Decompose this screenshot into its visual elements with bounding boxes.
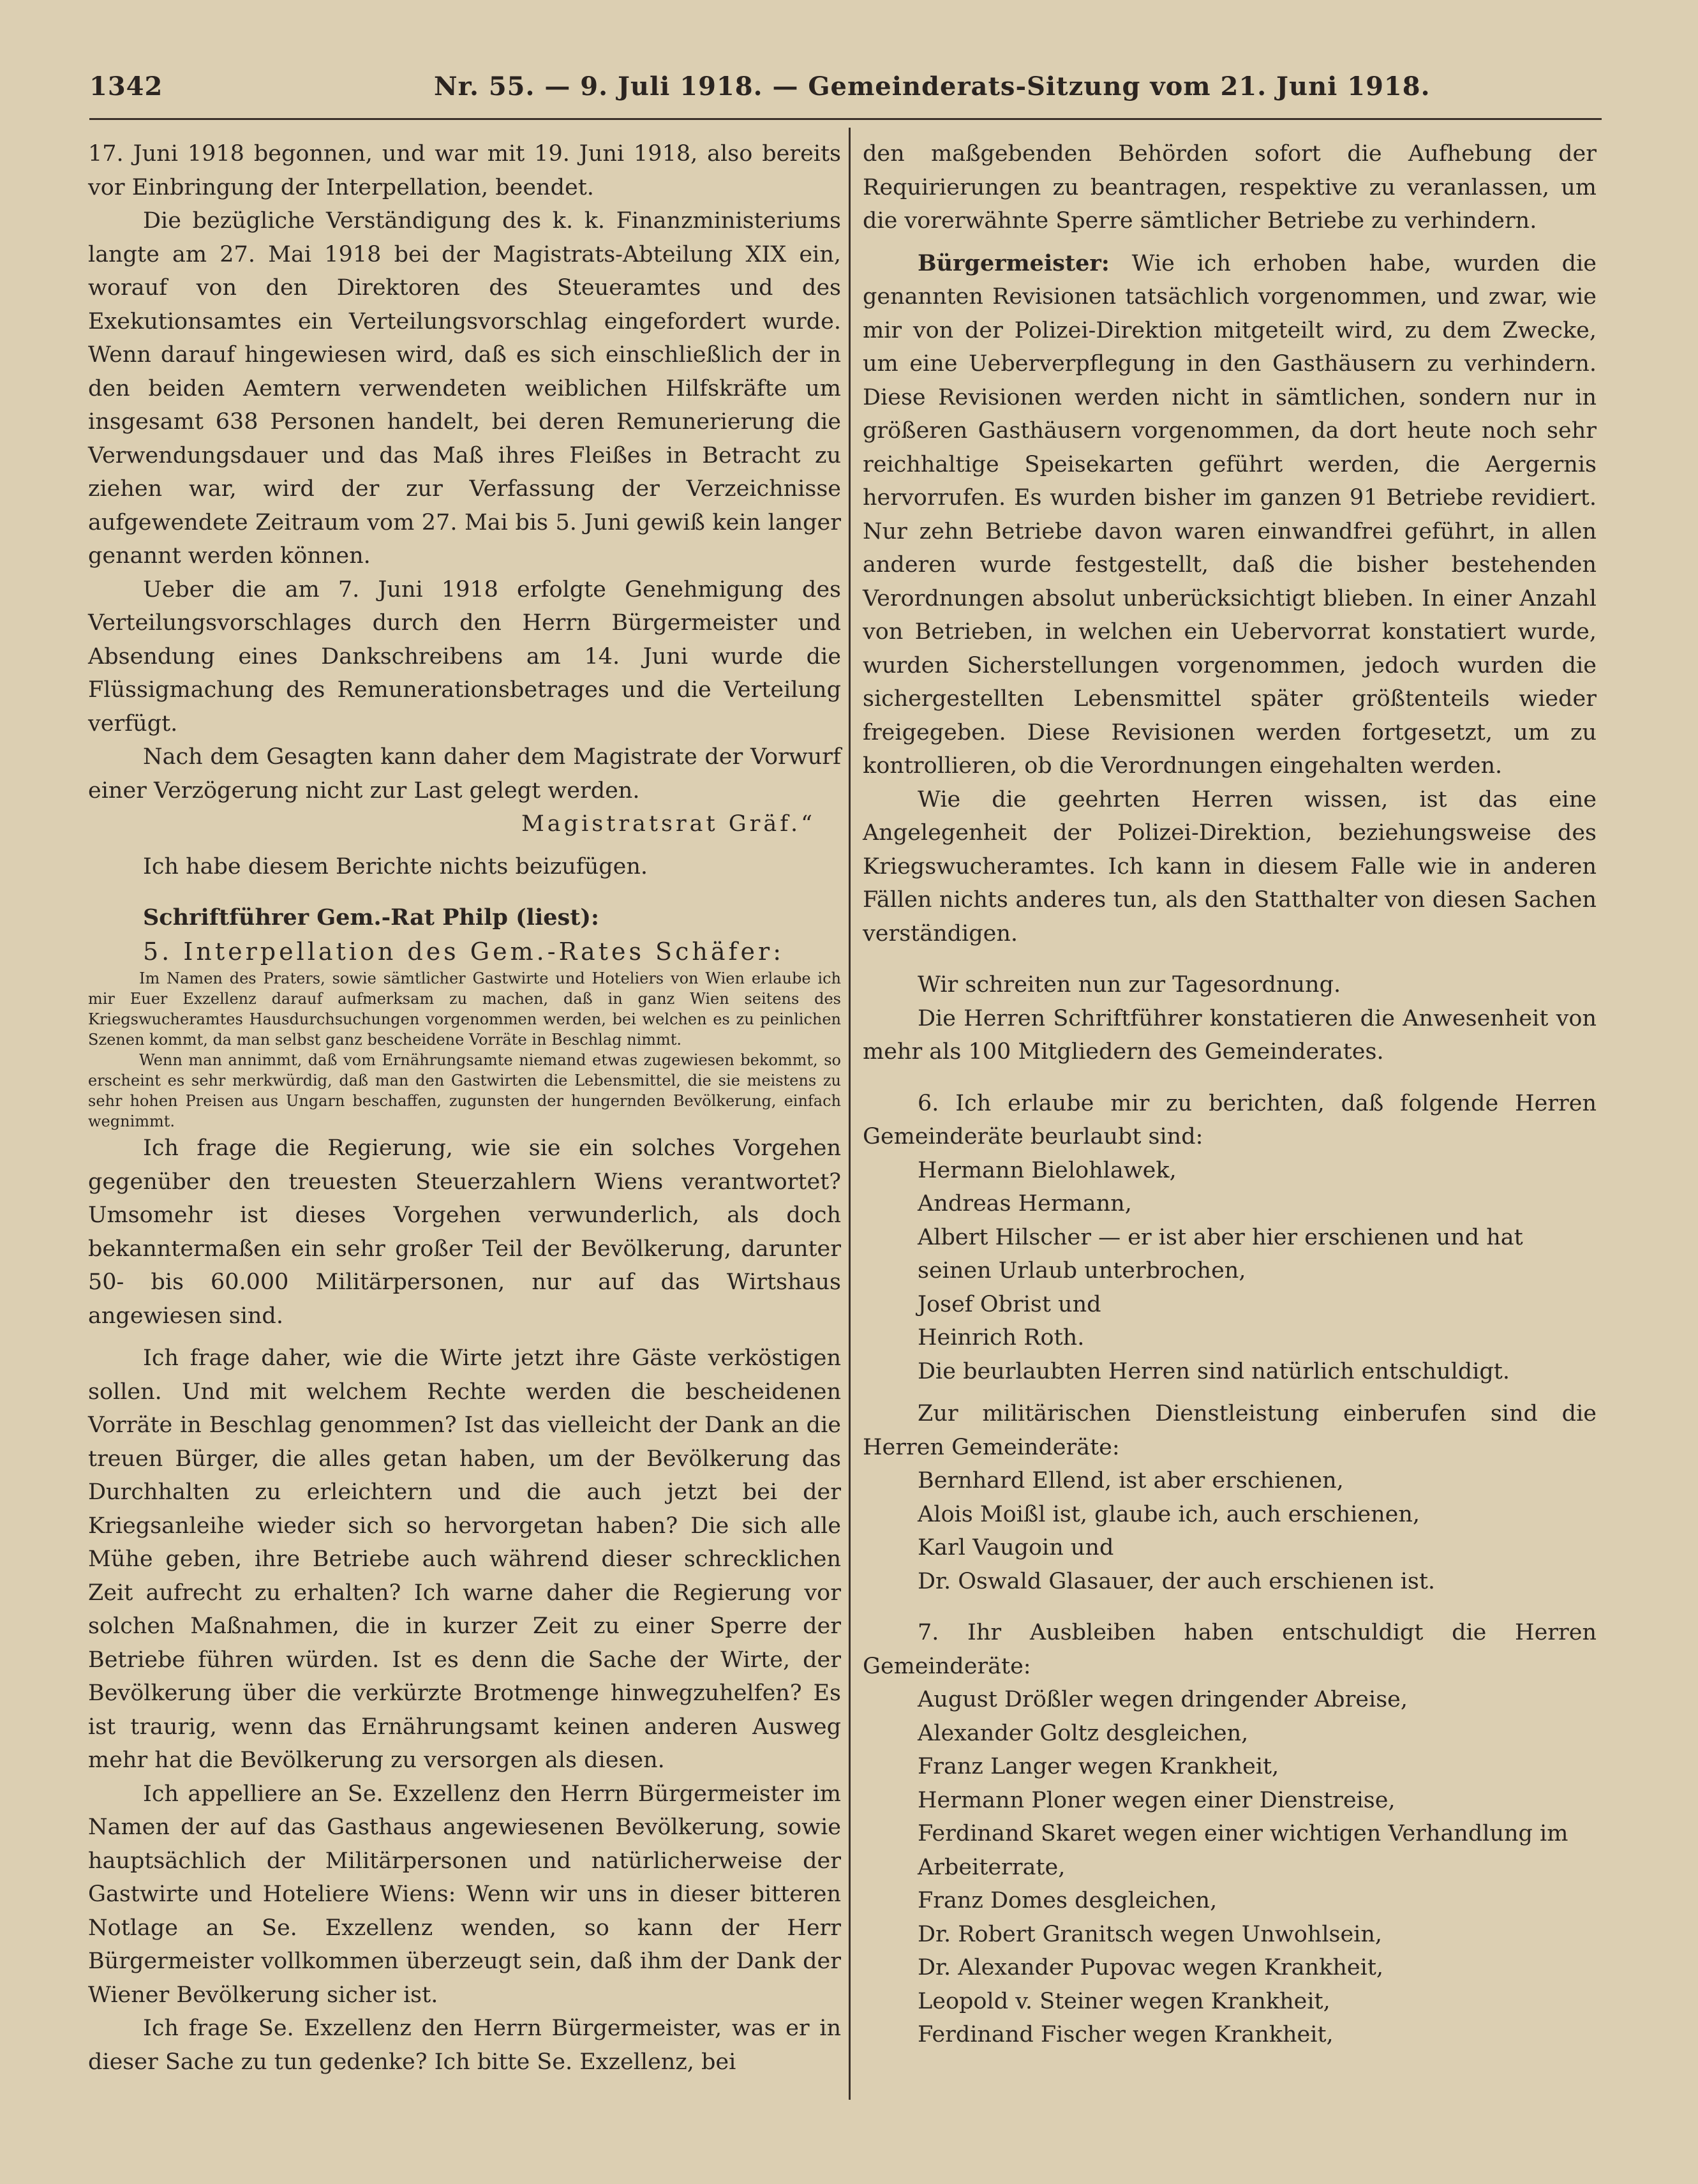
list-item: Dr. Robert Granitsch wegen Unwohlsein, <box>918 1921 1383 1947</box>
signature: Magistratsrat Gräf.“ <box>521 811 815 837</box>
paragraph: den maßgebenden Behörden sofort die Aufhebung der Requirierungen zu beantragen, respektive zu veranlassen, um die vorerwähnte Sperre sämtlicher Betriebe zu verhindern. <box>863 141 1597 234</box>
item-7: 7. Ihr Ausbleiben haben entschuldigt die Herren Gemeinderäte: <box>863 1620 1597 1679</box>
paragraph: Ich frage Se. Exzellenz den Herrn Bürgermeister, was er in dieser Sache zu tun gedenke? Ich bitte Se. Exzellenz, bei <box>88 2016 841 2075</box>
paragraph: Ich frage die Regierung, wie sie ein solches Vorgehen gegenüber den treuesten Steuerzahlern Wiens verantwortet? Umsomehr ist dieses Vorgehen verwunderlich, als doch bekanntermaßen ein sehr großer Teil der Bevölkerung, darunter 50- bis 60.000 Militärpersonen, nur auf das Wirtshaus angewiesen sind. <box>88 1135 841 1329</box>
left-column <box>88 137 841 2079</box>
list-item: Hermann Bielohlawek, <box>918 1157 1177 1183</box>
paragraph: Ich habe diesem Berichte nichts beizufügen. <box>143 853 648 879</box>
list-item: Dr. Oswald Glasauer, der auch erschienen ist. <box>918 1568 1436 1594</box>
header-rule <box>89 118 1602 120</box>
list-item: Hermann Ploner wegen einer Dienstreise, <box>918 1787 1396 1813</box>
list-item: Franz Langer wegen Krankheit, <box>918 1754 1279 1779</box>
list-item: Albert Hilscher — er ist aber hier erschienen und hat seinen Urlaub unterbrochen, <box>918 1224 1523 1283</box>
paragraph: Wie die geehrten Herren wissen, ist das eine Angelegenheit der Polizei-Direktion, beziehungsweise des Kriegswucheramtes. Ich kann in diesem Falle wie in anderen Fällen nichts anderes tun, als den Statthalter von diesen Sachen verständigen. <box>863 786 1597 946</box>
list-item: Alois Moißl ist, glaube ich, auch erschienen, <box>918 1501 1420 1527</box>
paragraph: Nach dem Gesagten kann daher dem Magistrate der Vorwurf einer Verzögerung nicht zur Last gelegt werden. <box>88 744 841 804</box>
list-item: Heinrich Roth. <box>918 1325 1085 1350</box>
mayor-statement <box>863 247 1597 783</box>
paragraph: Ich appelliere an Se. Exzellenz den Herrn Bürgermeister im Namen der auf das Gasthaus angewiesenen Bevölkerung, sowie hauptsächlich der Militärpersonen und natürlicherweise der Gastwirte und Hoteliere Wiens: Wenn wir uns in dieser bitteren Notlage an Se. Exzellenz wenden, so kann der Herr Bürgermeister vollkommen überzeugt sein, daß ihm der Dank der Wiener Bevölkerung sicher ist. <box>88 1781 841 2008</box>
list-item: Ferdinand Skaret wegen einer wichtigen Verhandlung im Arbeiterrate, <box>918 1821 1568 1880</box>
paragraph: Die Herren Schriftführer konstatieren die Anwesenheit von mehr als 100 Mitgliedern des Gemeinderates. <box>863 1005 1597 1065</box>
page-header <box>89 71 1608 110</box>
list-item: August Drößler wegen dringender Abreise, <box>918 1687 1408 1712</box>
paragraph: Ueber die am 7. Juni 1918 erfolgte Genehmigung des Verteilungsvorschlages durch den Herrn Bürgermeister und Absendung eines Dankschreibens am 14. Juni wurde die Flüssigmachung des Remunerationsbetrages und die Verteilung verfügt. <box>88 576 841 737</box>
list-item: Josef Obrist und <box>918 1291 1101 1317</box>
page-number: 1342 <box>89 71 163 101</box>
small-paragraph: Im Namen des Praters, sowie sämtlicher Gastwirte und Hoteliers von Wien erlaube ich mir Euer Exzellenz darauf aufmerksam zu machen, daß in ganz Wien seitens des Kriegswucheramtes Hausdurchsuchungen vorgenommen werden, bei welchen es zu peinlichen Szenen kommt, da man selbst ganz bescheidene Vorräte in Beschlag nimmt. <box>88 969 841 1049</box>
list-item: Andreas Hermann, <box>918 1191 1132 1216</box>
list-item: Dr. Alexander Pupovac wegen Krankheit, <box>918 1955 1384 1980</box>
column-divider <box>849 128 851 2100</box>
paragraph: Ich frage daher, wie die Wirte jetzt ihre Gäste verköstigen sollen. Und mit welchem Rechte werden die bescheidenen Vorräte in Beschlag genommen? Ist das vielleicht der Dank an die treuen Bürger, die alles getan haben, um der Bevölkerung das Durchhalten zu erleichtern und die auch jetzt bei der Kriegsanleihe wieder sich so hervorgetan haben? Die sich alle Mühe geben, ihre Betriebe auch während dieser schrecklichen Zeit aufrecht zu erhalten? Ich warne daher die Regierung vor solchen Maßnahmen, die in kurzer Zeit zu einer Sperre der Betriebe führen würden. Ist es denn die Sache der Wirte, der Bevölkerung über die verkürzte Brotmenge hinwegzuhelfen? Es ist traurig, wenn das Ernährungsamt keinen anderen Ausweg mehr hat die Bevölkerung zu versorgen als diesen. <box>88 1345 841 1773</box>
list-item: Leopold v. Steiner wegen Krankheit, <box>918 1988 1330 2014</box>
mayor-text: Wie ich erhoben habe, wurden die genannten Revisionen tatsächlich vorgenommen, und zwar, wie mir von der Polizei-Direktion mitgeteilt wird, zu dem Zwecke, um eine Ueberverpflegung in den Gasthäusern zu verhindern. Diese Revisionen werden nicht in sämtlichen, sondern nur in größeren Gasthäusern vorgenommen, da dort heute noch sehr reichhaltige Speisekarten geführt werden, die Aergernis hervorrufen. Es wurden bisher im ganzen 91 Betriebe revidiert. Nur zehn Betriebe davon waren einwandfrei geführt, in allen anderen wurde festgestellt, daß die bisher bestehenden Verordnungen absolut unberücksichtigt blieben. In einer Anzahl von Betrieben, in welchen ein Uebervorrat konstatiert wurde, wurden Sicherstellungen vorgenommen, jedoch wurden die sichergestellten Lebensmittel später größtenteils wieder freigegeben. Diese Revisionen werden fortgesetzt, um zu kontrollieren, ob die Verordnungen eingehalten werden. <box>863 250 1597 779</box>
paragraph: Zur militärischen Dienstleistung einberufen sind die Herren Gemeinderäte: <box>863 1401 1597 1460</box>
agenda-line: Wir schreiten nun zur Tagesordnung. <box>918 972 1341 998</box>
running-title: Nr. 55. — 9. Juli 1918. — Gemeinderats-Sitzung vom 21. Juni 1918. <box>434 71 1431 101</box>
speaker-label: Bürgermeister: <box>918 250 1110 276</box>
small-paragraph: Wenn man annimmt, daß vom Ernährungsamte niemand etwas zugewiesen bekommt, so erscheint es sehr merkwürdig, daß man den Gastwirten die Lebensmittel, die sie meistens zu sehr hohen Preisen aus Ungarn beschaffen, zugunsten der hungernden Bevölkerung, einfach wegnimmt. <box>88 1051 841 1130</box>
paragraph: Die beurlaubten Herren sind natürlich entschuldigt. <box>918 1358 1510 1384</box>
list-item: Bernhard Ellend, ist aber erschienen, <box>918 1468 1344 1493</box>
list-item: Franz Domes desgleichen, <box>918 1888 1218 1913</box>
list-item: Alexander Goltz desgleichen, <box>918 1720 1249 1746</box>
list-item: Karl Vaugoin und <box>918 1535 1114 1560</box>
speaker-heading: Schriftführer Gem.-Rat Philp (liest): <box>143 904 599 931</box>
list-item: Ferdinand Fischer wegen Krankheit, <box>918 2022 1334 2047</box>
paragraph: Die bezügliche Verständigung des k. k. Finanzministeriums langte am 27. Mai 1918 bei der Magistrats-Abteilung XIX ein, worauf von den Direktoren des Steueramtes und des Exekutionsamtes ein Verteilungsvorschlag eingefordert wurde. Wenn darauf hingewiesen wird, daß es sich einschließlich der in den beiden Aemtern verwendeten weiblichen Hilfskräfte um insgesamt 638 Personen handelt, bei deren Remunerierung die Verwendungsdauer und das Maß ihres Fleißes in Betracht zu ziehen war, wird der zur Verfassung der Verzeichnisse aufgewendete Zeitraum vom 27. Mai bis 5. Juni gewiß kein langer genannt werden können. <box>88 208 841 569</box>
item-6: 6. Ich erlaube mir zu berichten, daß folgende Herren Gemeinderäte beurlaubt sind: <box>863 1090 1597 1149</box>
right-column <box>863 137 1597 2052</box>
interpellation-heading: 5. Interpellation des Gem.-Rates Schäfer: <box>143 937 785 966</box>
paragraph: 17. Juni 1918 begonnen, und war mit 19. Juni 1918, also bereits vor Einbringung der Interpellation, beendet. <box>88 141 841 200</box>
